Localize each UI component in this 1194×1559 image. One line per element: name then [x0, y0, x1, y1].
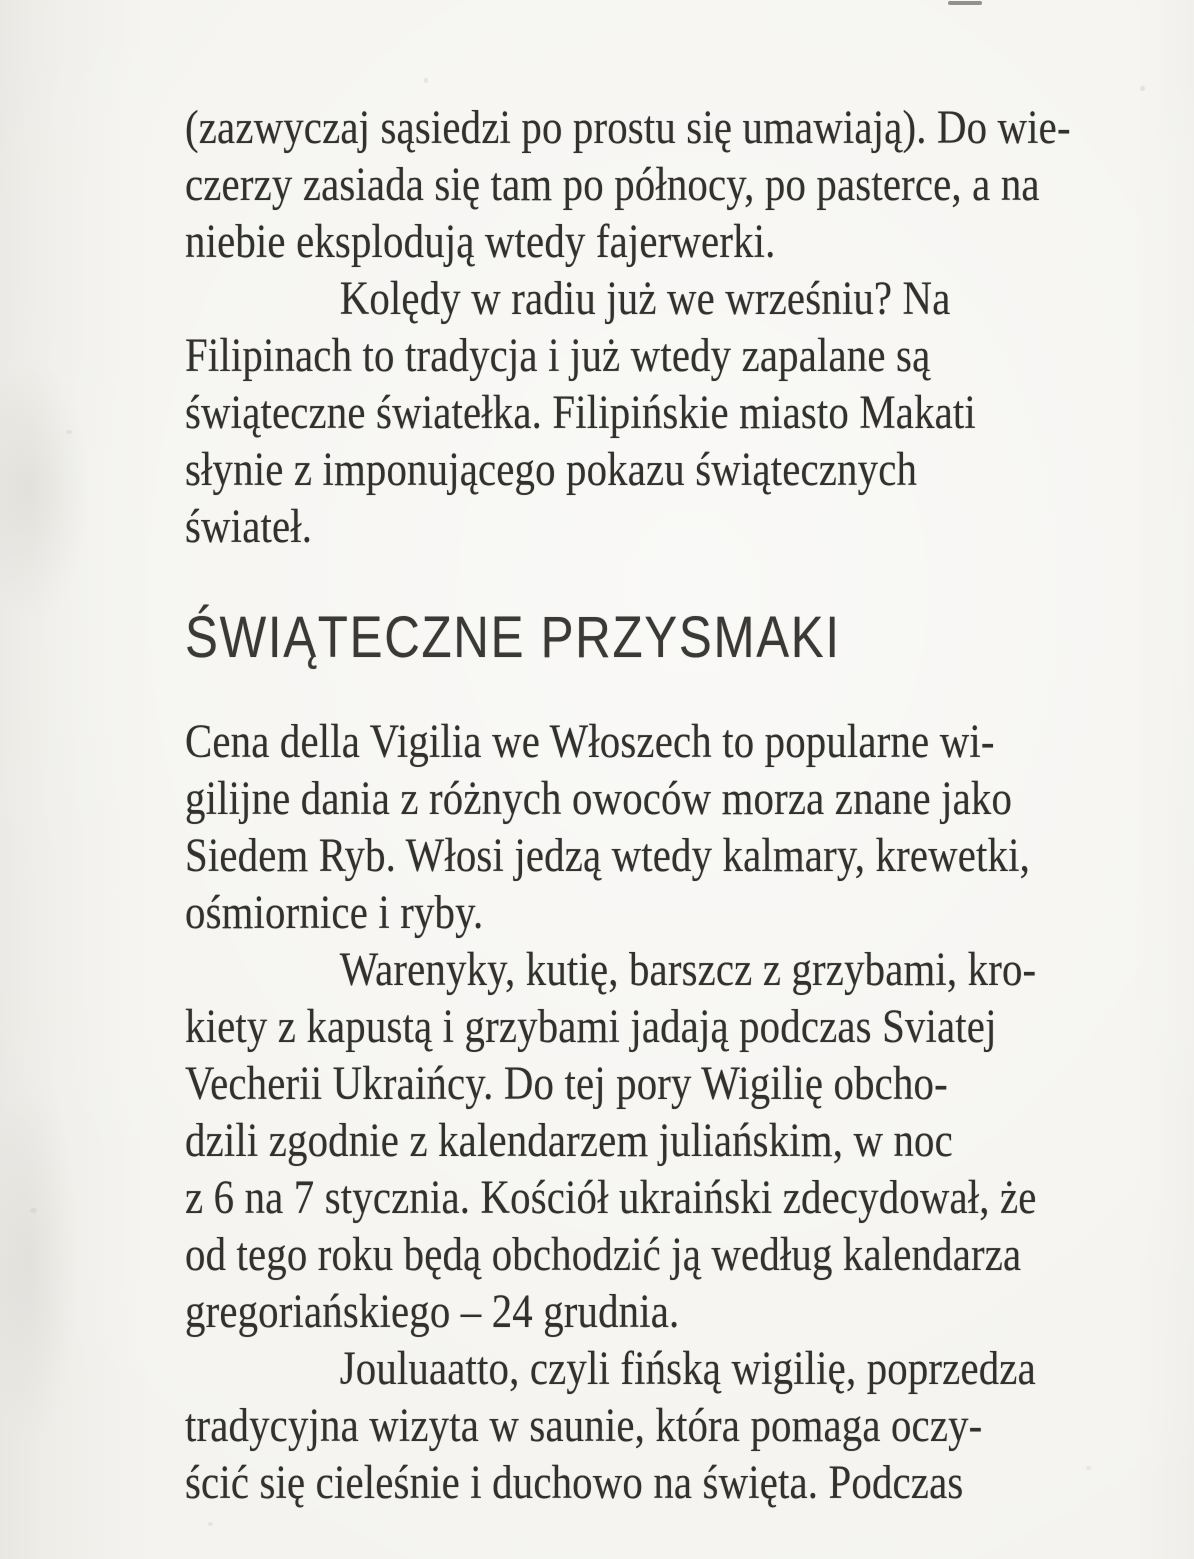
text-line: tradycyjna wizyta w saunie, która pomaga oczy- [185, 1399, 983, 1452]
text-line: Vecherii Ukraińcy. Do tej pory Wigilię obcho- [185, 1057, 948, 1110]
text-line: z 6 na 7 stycznia. Kościół ukraiński zdecydował, że [185, 1171, 1037, 1224]
text-line: świateł. [185, 500, 313, 553]
paragraphs-after-heading [185, 713, 1194, 1511]
scan-blotch [0, 1080, 80, 1440]
scan-speck [424, 78, 428, 83]
text-line: słynie z imponującego pokazu świątecznych [185, 443, 918, 496]
text-line: Warenyky, kutię, barszcz z grzybami, kro- [339, 943, 1037, 996]
text-line: kiety z kapustą i grzybami jadają podczas Sviatej [185, 1000, 997, 1053]
paragraph [185, 270, 1194, 555]
text-line: niebie eksplodują wtedy fajerwerki. [185, 215, 776, 268]
scan-speck [66, 430, 72, 434]
text-line: gregoriańskiego – 24 grudnia. [185, 1285, 680, 1338]
text-line: świąteczne światełka. Filipińskie miasto Makati [185, 386, 976, 439]
paragraph [185, 941, 1194, 1340]
text-line: ośmiornice i ryby. [185, 886, 484, 939]
paragraphs-before-heading [185, 99, 1194, 555]
paragraph [185, 713, 1194, 941]
paragraph [185, 99, 1194, 270]
paragraph [185, 1340, 1194, 1511]
text-line: (zazwyczaj sąsiedzi po prostu się umawiają). Do wie- [185, 101, 1071, 154]
scan-blotch [0, 360, 90, 620]
text-line: Kolędy w radiu już we wrześniu? Na [339, 272, 951, 325]
scan-speck [948, 1, 982, 5]
scan-speck [208, 1522, 213, 1526]
text-line: czerzy zasiada się tam po północy, po pasterce, a na [185, 158, 1040, 211]
text-line: dzili zgodnie z kalendarzem juliańskim, w noc [185, 1114, 953, 1167]
text-line: ścić się cieleśnie i duchowo na święta. Podczas [185, 1456, 964, 1509]
text-line: od tego roku będą obchodzić ją według kalendarza [185, 1228, 1022, 1281]
text-line: Jouluaatto, czyli fińską wigilię, poprzedza [339, 1342, 1036, 1395]
scan-speck [30, 1208, 37, 1213]
section-heading: ŚWIĄTECZNE PRZYSMAKI [185, 605, 841, 670]
text-line: Siedem Ryb. Włosi jedzą wtedy kalmary, krewetki, [185, 829, 1030, 882]
scan-speck [1140, 86, 1145, 91]
text-line: Cena della Vigilia we Włoszech to popularne wi- [185, 715, 995, 768]
text-line: Filipinach to tradycja i już wtedy zapalane są [185, 329, 931, 382]
text-column [185, 99, 1194, 1511]
text-line: gilijne dania z różnych owoców morza znane jako [185, 772, 1013, 825]
